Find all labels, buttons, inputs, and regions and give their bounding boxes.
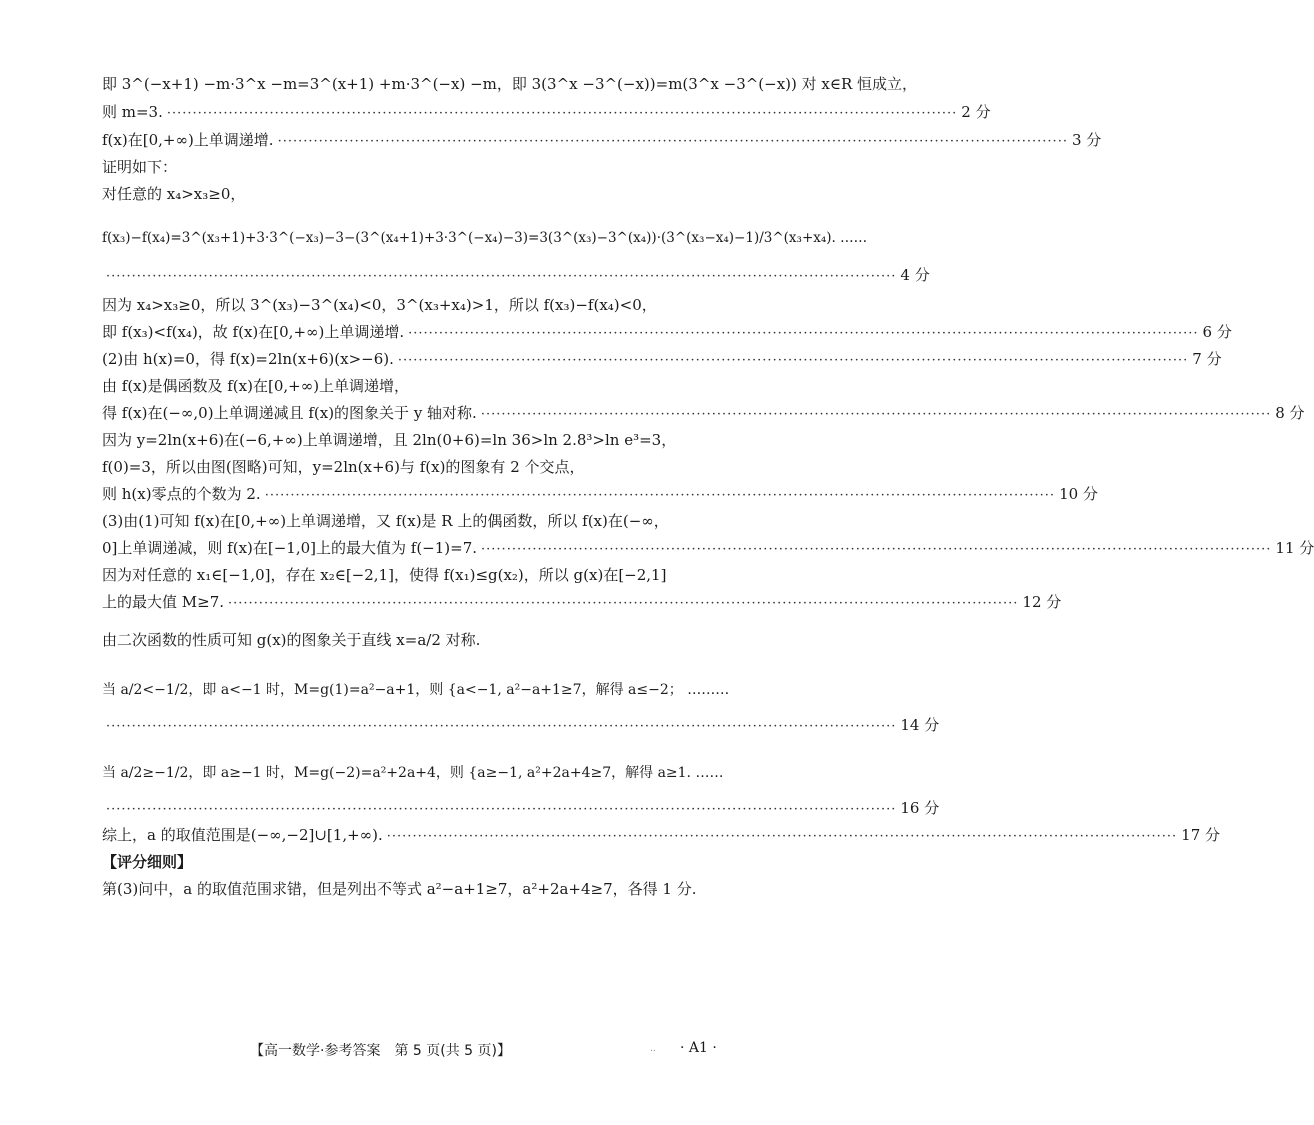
- section-title: 【评分细则】: [102, 853, 193, 871]
- score: 7 分: [1192, 350, 1222, 368]
- line-3: f(x)在[0,+∞)上单调递增. ····· 3 分: [102, 130, 728, 152]
- leader-dots: [481, 540, 1271, 560]
- line-9: 即 f(x₃)<f(x₄)，故 f(x)在[0,+∞)上单调递增. ····· 6 分: [102, 322, 728, 344]
- line-13: 因为 y=2ln(x+6)在(−6,+∞)上单调递增，且 2ln(0+6)=ln 36>ln 2.8³>ln e³=3，: [102, 431, 677, 449]
- score: 12 分: [1022, 593, 1062, 611]
- line-17: 0]上单调递减，则 f(x)在[−1,0]上的最大值为 f(−1)=7. ····· 11 分: [102, 538, 728, 560]
- line-6: f(x₃)−f(x₄)=3^(x₃+1)+3·3^(−x₃)−3−(3^(x₄+1)+3·3^(−x₄)−3)=3(3^(x₃)−3^(x₄))·(3^(x₃−x₄)−1)/3^(x₃+x₄). ……: [102, 230, 868, 246]
- line-8: 因为 x₄>x₃≥0，所以 3^(x₃)−3^(x₄)<0，3^(x₃+x₄)>1，所以 f(x₃)−f(x₄)<0，: [102, 296, 657, 314]
- line-20: 由二次函数的性质可知 g(x)的图象关于直线 x=a/2 对称.: [102, 631, 481, 649]
- line-21: 当 a/2<−1/2，即 a<−1 时，M=g(1)=a²−a+1，则 {a<−1, a²−a+1≥7，解得 a≤−2； ………: [102, 682, 730, 698]
- score: 2 分: [961, 103, 991, 121]
- line-12: 得 f(x)在(−∞,0)上单调递减且 f(x)的图象关于 y 轴对称. ····· 8 分: [102, 403, 728, 425]
- leader-dots: [278, 132, 1068, 152]
- line-10: (2)由 h(x)=0，得 f(x)=2ln(x+6)(x>−6). ····· 7 分: [102, 349, 728, 371]
- score: 8 分: [1275, 404, 1305, 422]
- grading-note: 第(3)问中，a 的取值范围求错，但是列出不等式 a²−a+1≥7，a²+2a+4≥7，各得 1 分.: [102, 880, 697, 898]
- score: 10 分: [1059, 485, 1098, 503]
- line-15: 则 h(x)零点的个数为 2. ····· 10 分: [102, 484, 728, 506]
- line-19: 上的最大值 M≥7. ····· 12 分: [102, 592, 728, 614]
- leader-dots: [408, 324, 1198, 344]
- score: 6 分: [1202, 323, 1232, 341]
- line-24: [102, 798, 940, 820]
- line-14: f(0)=3，所以由图(图略)可知，y=2ln(x+6)与 f(x)的图象有 2 个交点，: [102, 458, 585, 476]
- line-1: 即 3^(−x+1) −m·3^x −m=3^(x+1) +m·3^(−x) −m，即 3(3^x −3^(−x))=m(3^x −3^(−x)) 对 x∈R 恒成立，: [102, 75, 918, 93]
- leader-dots: [106, 800, 896, 820]
- leader-dots: [106, 717, 896, 737]
- line-18: 因为对任意的 x₁∈[−1,0]，存在 x₂∈[−2,1]，使得 f(x₁)≤g(x₂)，所以 g(x)在[−2,1]: [102, 566, 667, 584]
- footer-mark: ..: [650, 1044, 656, 1054]
- score: 11 分: [1275, 539, 1314, 557]
- leader-dots: [481, 405, 1271, 425]
- line-23: 当 a/2≥−1/2，即 a≥−1 时，M=g(−2)=a²+2a+4，则 {a≥−1, a²+2a+4≥7，解得 a≥1. ……: [102, 765, 724, 781]
- leader-dots: [265, 486, 1055, 506]
- score: 17 分: [1181, 826, 1221, 844]
- leader-dots: [106, 267, 896, 287]
- score: 14 分: [900, 716, 940, 734]
- line-22: [102, 715, 940, 737]
- leader-dots: [387, 827, 1177, 847]
- footer-code: · A1 ·: [680, 1040, 717, 1056]
- leader-dots: [398, 351, 1188, 371]
- score: 3 分: [1071, 131, 1102, 149]
- line-7: [102, 265, 930, 287]
- line-11: 由 f(x)是偶函数及 f(x)在[0,+∞)上单调递增，: [102, 377, 410, 395]
- leader-dots: [228, 594, 1018, 614]
- leader-dots: [167, 104, 957, 124]
- line-25: 综上，a 的取值范围是(−∞,−2]∪[1,+∞). ····· 17 分: [102, 825, 728, 847]
- line-5: 对任意的 x₄>x₃≥0，: [102, 185, 246, 203]
- line-4: 证明如下：: [102, 158, 178, 176]
- line-16: (3)由(1)可知 f(x)在[0,+∞)上单调递增，又 f(x)是 R 上的偶函数，所以 f(x)在(−∞，: [102, 512, 669, 530]
- score: 4 分: [900, 266, 930, 284]
- score: 16 分: [900, 799, 940, 817]
- footer-title: 【高一数学·参考答案 第 5 页(共 5 页)】: [250, 1043, 511, 1059]
- line-2: 则 m=3. ····· 2 分: [102, 102, 728, 124]
